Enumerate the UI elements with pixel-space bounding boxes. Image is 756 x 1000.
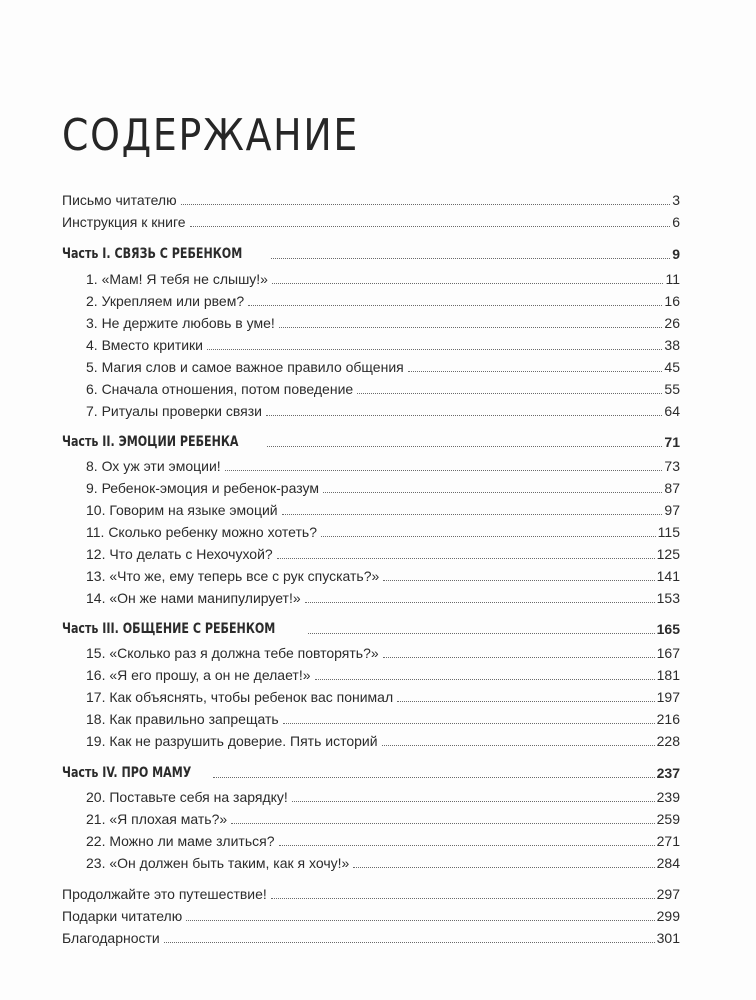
toc-entry-page: 301 [656, 930, 680, 946]
toc-entry [86, 331, 680, 353]
toc-part-label: Часть I. СВЯЗЬ С РЕБЕНКОМ [62, 246, 243, 262]
toc-entry-label: Инструкция к книге [62, 214, 186, 230]
toc-entry [86, 683, 680, 705]
toc-entry-label: 7. Ритуалы проверки связи [86, 403, 262, 419]
toc-entry-page: 16 [664, 293, 680, 309]
toc-entry-page: 55 [664, 381, 680, 397]
toc-part-heading [62, 759, 680, 781]
toc-entry [86, 353, 680, 375]
toc-entry-page: 239 [656, 789, 680, 805]
toc-part-label: Часть II. ЭМОЦИИ РЕБЕНКА [62, 434, 239, 450]
toc-part-heading [62, 428, 680, 450]
toc-entry [86, 265, 680, 287]
toc-entry-label: 17. Как объяснять, чтобы ребенок вас понимал [86, 689, 394, 705]
toc-entry-page: 153 [656, 590, 680, 606]
toc-entry-label: 14. «Он же нами манипулирует!» [86, 590, 301, 606]
toc-part-label: Часть III. ОБЩЕНИЕ С РЕБЕНКОМ [62, 621, 276, 637]
dot-leader [283, 723, 655, 724]
toc-entry-label: 21. «Я плохая мать?» [86, 811, 228, 827]
toc-entry-page: 45 [664, 359, 680, 375]
dot-leader [305, 602, 655, 603]
toc-entry [86, 375, 680, 397]
toc-entry-label: 13. «Что же, ему теперь все с рук спускать?» [86, 568, 380, 584]
toc-entry [62, 186, 680, 208]
toc-entry-label: 22. Можно ли маме злиться? [86, 833, 275, 849]
toc-entry [86, 584, 680, 606]
toc-entry-page: 11 [665, 271, 680, 287]
toc-entry-page: 284 [656, 855, 680, 871]
dot-leader [279, 327, 663, 328]
toc-entry-page: 6 [672, 214, 680, 230]
toc-entry [86, 518, 680, 540]
toc-entry [86, 705, 680, 727]
toc-entry-label: 10. Говорим на языке эмоций [86, 502, 278, 518]
dot-leader [207, 349, 662, 350]
toc-entry-page: 115 [657, 524, 680, 540]
toc-entry-label: Благодарности [62, 930, 160, 946]
toc-part-label: Часть IV. ПРО МАМУ [62, 765, 192, 781]
toc-entry-page: 125 [656, 546, 680, 562]
toc-entry [86, 727, 680, 749]
toc-entry-page: 216 [656, 711, 680, 727]
dot-leader [181, 204, 671, 205]
toc-part-heading [62, 615, 680, 637]
toc-entry-label: 2. Укрепляем или рвем? [86, 293, 245, 309]
toc-entry [86, 827, 680, 849]
dot-leader [357, 393, 662, 394]
toc-entry [86, 496, 680, 518]
toc-entry-label: 18. Как правильно запрещать [86, 711, 279, 727]
toc-entry-page: 97 [664, 502, 680, 518]
toc-entry-page: 167 [656, 645, 680, 661]
toc-entry [86, 805, 680, 827]
toc-entry [86, 540, 680, 562]
toc-entry [62, 902, 680, 924]
dot-leader [353, 867, 654, 868]
toc-entry-page: 228 [656, 733, 680, 749]
dot-leader [321, 536, 656, 537]
toc-entry-page: 181 [656, 667, 680, 683]
dot-leader [213, 777, 655, 778]
toc-entry-page: 197 [656, 689, 680, 705]
toc-entry [62, 880, 680, 902]
dot-leader [292, 801, 655, 802]
toc-entry-page: 64 [664, 403, 680, 419]
dot-leader [266, 415, 662, 416]
toc-entry-page: 3 [672, 192, 680, 208]
toc-entry-page: 9 [672, 246, 680, 262]
dot-leader [323, 492, 662, 493]
toc-entry-label: 3. Не держите любовь в уме! [86, 315, 275, 331]
toc-entry-label: 20. Поставьте себя на зарядку! [86, 789, 288, 805]
dot-leader [231, 823, 654, 824]
toc-entry-label: Подарки читателю [62, 908, 183, 924]
toc-entry [86, 661, 680, 683]
dot-leader [308, 633, 654, 634]
toc-entry-label: 11. Сколько ребенку можно хотеть? [86, 524, 317, 540]
toc-entry-page: 141 [656, 568, 680, 584]
toc-entry-page: 26 [664, 315, 680, 331]
dot-leader [279, 845, 655, 846]
dot-leader [383, 580, 654, 581]
dot-leader [164, 942, 655, 943]
toc-entry-page: 237 [656, 765, 680, 781]
toc-entry-page: 73 [664, 458, 680, 474]
toc-entry [62, 924, 680, 946]
toc-entry-label: 1. «Мам! Я тебя не слышу!» [86, 271, 268, 287]
dot-leader [271, 898, 655, 899]
toc-entry-label: 6. Сначала отношения, потом поведение [86, 381, 354, 397]
dot-leader [271, 258, 670, 259]
dot-leader [408, 371, 663, 372]
toc-entry-page: 87 [664, 480, 680, 496]
toc-entry-label: 8. Ох уж эти эмоции! [86, 458, 221, 474]
dot-leader [315, 679, 655, 680]
dot-leader [267, 446, 663, 447]
toc-entry [86, 474, 680, 496]
toc-entry-page: 71 [664, 434, 680, 450]
toc-entry-page: 297 [656, 886, 680, 902]
toc-entry-label: 23. «Он должен быть таким, как я хочу!» [86, 855, 350, 871]
toc-entry-label: Письмо читателю [62, 192, 177, 208]
dot-leader [397, 701, 655, 702]
toc-entry-label: Продолжайте это путешествие! [62, 886, 267, 902]
toc-entry [86, 783, 680, 805]
toc-entry [86, 849, 680, 871]
toc-entry [62, 208, 680, 230]
toc-entry-label: 16. «Я его прошу, а он не делает!» [86, 667, 311, 683]
toc-entry [86, 397, 680, 419]
toc-entry-label: 12. Что делать с Нехочухой? [86, 546, 273, 562]
dot-leader [186, 920, 654, 921]
toc-entry-label: 15. «Сколько раз я должна тебе повторять?» [86, 645, 379, 661]
toc-entry-label: 19. Как не разрушить доверие. Пять историй [86, 733, 378, 749]
dot-leader [272, 283, 663, 284]
toc-entry-page: 38 [664, 337, 680, 353]
dot-leader [282, 514, 663, 515]
dot-leader [277, 558, 655, 559]
dot-leader [382, 745, 655, 746]
dot-leader [225, 470, 663, 471]
page-title: СОДЕРЖАНИЕ [62, 110, 360, 161]
toc-entry-page: 299 [656, 908, 680, 924]
toc-entry-page: 271 [656, 833, 680, 849]
toc-entry [86, 287, 680, 309]
toc-entry [86, 452, 680, 474]
dot-leader [248, 305, 662, 306]
dot-leader [383, 657, 655, 658]
toc-entry-label: 4. Вместо критики [86, 337, 203, 353]
toc-entry-label: 5. Магия слов и самое важное правило общения [86, 359, 404, 375]
toc-entry [86, 309, 680, 331]
toc-entry [86, 639, 680, 661]
toc-entry [86, 562, 680, 584]
toc-entry-page: 259 [656, 811, 680, 827]
toc-entry-page: 165 [656, 621, 680, 637]
dot-leader [190, 226, 671, 227]
toc-entry-label: 9. Ребенок-эмоция и ребенок-разум [86, 480, 319, 496]
toc-part-heading [62, 240, 680, 262]
